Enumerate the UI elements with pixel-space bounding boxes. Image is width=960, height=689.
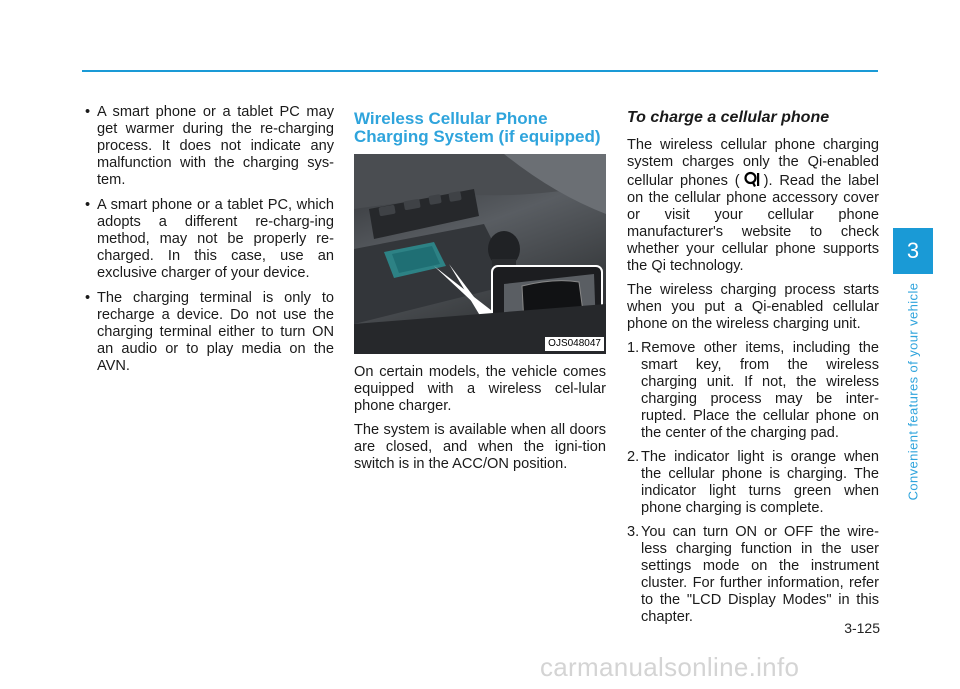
step-text: Remove other items, including the smart key, from the wireless charging unit. If not, the wireless charging process may be inter-rupted. Place the cellular phone on the center of the charging pad.	[641, 340, 879, 441]
figure-code: OJS048047	[545, 337, 604, 351]
step-list	[627, 340, 879, 626]
paragraph: On certain models, the vehicle comes equipped with a wireless cel-lular phone charger.	[354, 364, 606, 414]
paragraph	[627, 137, 879, 275]
watermark: carmanualsonline.info	[540, 652, 800, 682]
column-middle	[354, 104, 606, 480]
list-item	[627, 340, 879, 442]
list-item: • The charging terminal is only to recharge a device. Do not use the charging terminal either to turn ON an audio or to play media on the AVN.	[82, 290, 334, 375]
caution-list	[82, 104, 334, 375]
chapter-title: Convenient features of your vehicle	[905, 282, 921, 501]
paragraph-text: The wireless cellular phone charging system charges only the Qi-enabled cellular phones (	[627, 137, 879, 189]
step-number: 2.	[627, 449, 640, 465]
paragraph-text: ). Read the label on the cellular phone accessory cover or visit your cellular phone manufacturer's website to check whether your cellular phone supports the Qi technology.	[627, 173, 879, 274]
paragraph: The wireless charging process starts when you put a Qi-enabled cellular phone on the wireless charging unit.	[627, 282, 879, 332]
list-item: • A smart phone or a tablet PC, which adopts a different re-charg-ing method, may not be properly re-charged. In this case, use an exclusive charger of your device.	[82, 197, 334, 282]
page-number: 3-125	[844, 620, 880, 636]
list-item: • A smart phone or a tablet PC may get warmer during the re-charging process. It does not indicate any malfunction with the charging sys-tem.	[82, 104, 334, 189]
step-text: You can turn ON or OFF the wire-less charging function in the user settings mode on the instrument cluster. For further information, refer to the "LCD Display Modes" in this chapter.	[641, 524, 879, 625]
charger-figure	[354, 154, 606, 354]
step-number: 3.	[627, 524, 640, 540]
section-title: Wireless Cellular Phone Charging System (if equipped)	[354, 109, 601, 146]
column-left	[82, 104, 334, 383]
list-item	[627, 524, 879, 626]
console-photo	[354, 154, 606, 354]
column-right	[627, 104, 879, 633]
list-item	[627, 449, 879, 517]
subheading: To charge a cellular phone	[627, 109, 830, 126]
step-number: 1.	[627, 340, 640, 356]
step-text: The indicator light is orange when the cellular phone is charging. The indicator light turns green when phone charging is complete.	[641, 449, 879, 516]
qi-icon	[744, 171, 760, 188]
header-rule	[82, 70, 878, 72]
chapter-tab: 3	[893, 228, 933, 274]
paragraph: The system is available when all doors are closed, and when the igni-tion switch is in the ACC/ON position.	[354, 422, 606, 472]
